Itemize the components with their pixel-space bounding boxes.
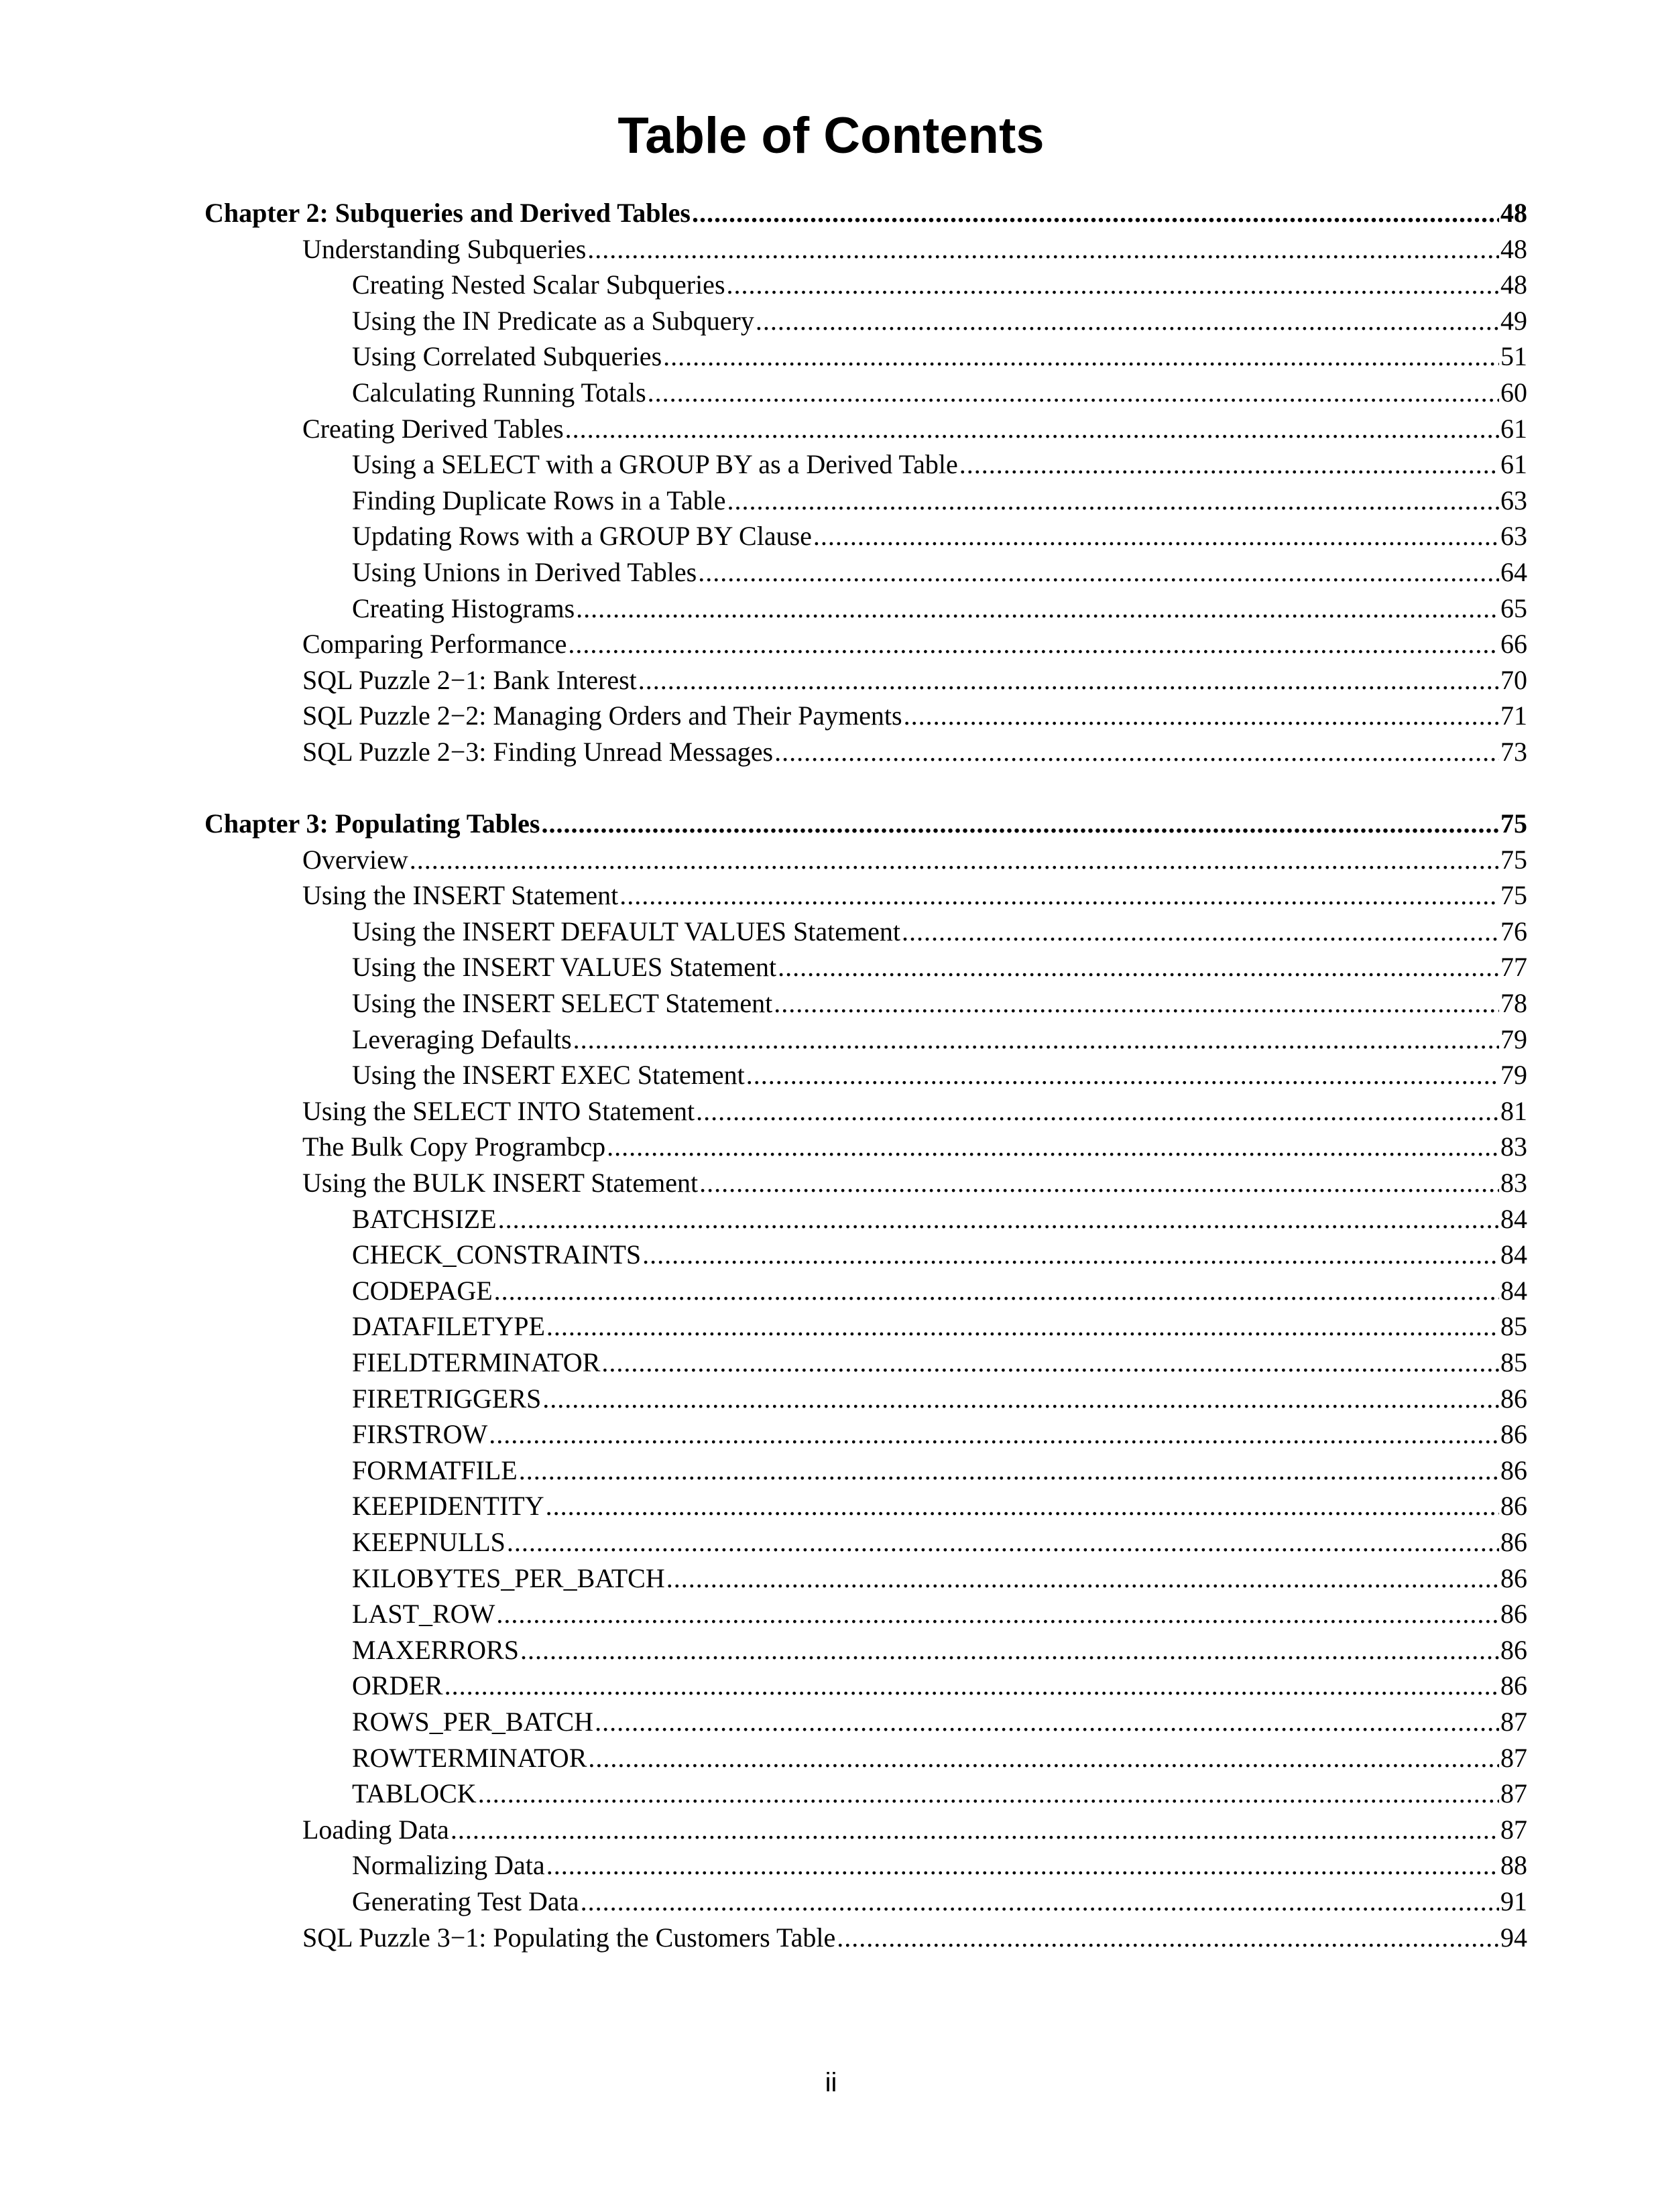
dot-leader xyxy=(813,518,1499,554)
dot-leader xyxy=(568,626,1499,662)
toc-entry[interactable] xyxy=(204,267,1527,303)
dot-leader xyxy=(727,267,1499,303)
toc-entry-label: ROWS_PER_BATCH xyxy=(352,1706,594,1737)
toc-entry[interactable] xyxy=(204,1129,1527,1165)
toc-entry[interactable] xyxy=(204,1273,1527,1309)
toc-entry-label: FORMATFILE xyxy=(352,1455,518,1485)
toc-entry[interactable] xyxy=(204,1488,1527,1524)
dot-leader xyxy=(588,1740,1499,1776)
toc-entry-page: 84 xyxy=(1500,1239,1527,1270)
toc-entry[interactable] xyxy=(204,626,1527,662)
toc-entry[interactable] xyxy=(204,842,1527,878)
dot-leader xyxy=(692,195,1499,231)
dot-leader xyxy=(774,734,1499,770)
toc-entry-label: Creating Derived Tables xyxy=(302,413,564,444)
toc-entry-label: CHECK_CONSTRAINTS xyxy=(352,1239,642,1270)
toc-entry[interactable] xyxy=(204,1237,1527,1273)
toc-entry[interactable] xyxy=(204,411,1527,447)
dot-leader xyxy=(778,949,1499,985)
toc-entry-label: Using the INSERT SELECT Statement xyxy=(352,988,773,1019)
dot-leader xyxy=(902,914,1499,950)
toc-entry-label: Chapter 3: Populating Tables xyxy=(204,808,540,839)
dot-leader xyxy=(663,339,1499,375)
toc-entry-label: SQL Puzzle 2−2: Managing Orders and Their Payments xyxy=(302,700,902,731)
toc-entry-page: 86 xyxy=(1500,1491,1527,1522)
toc-entry[interactable] xyxy=(204,662,1527,698)
dot-leader xyxy=(494,1273,1499,1309)
toc-entry-label: BATCHSIZE xyxy=(352,1203,497,1234)
toc-entry-label: Chapter 2: Subqueries and Derived Tables xyxy=(204,198,691,228)
dot-leader xyxy=(451,1812,1499,1848)
dot-leader xyxy=(904,698,1499,734)
toc-entry-label: FIRETRIGGERS xyxy=(352,1383,542,1414)
toc-entry-label: DATAFILETYPE xyxy=(352,1311,545,1342)
toc-entry-page: 94 xyxy=(1500,1922,1527,1953)
toc-entry-label: ROWTERMINATOR xyxy=(352,1742,587,1773)
dot-leader xyxy=(587,231,1499,267)
toc-entry-page: 83 xyxy=(1500,1131,1527,1162)
toc-entry-page: 85 xyxy=(1500,1347,1527,1377)
toc-entry-label: Using the INSERT EXEC Statement xyxy=(352,1060,745,1091)
toc-entry-page: 79 xyxy=(1500,1024,1527,1054)
toc-entry-label: MAXERRORS xyxy=(352,1634,519,1665)
toc-entry-label: Using the INSERT DEFAULT VALUES Statement xyxy=(352,916,901,946)
toc-entry[interactable] xyxy=(204,591,1527,627)
dot-leader xyxy=(496,1596,1499,1632)
toc-entry-page: 65 xyxy=(1500,593,1527,623)
dot-leader xyxy=(498,1201,1499,1237)
toc-entry-page: 88 xyxy=(1500,1850,1527,1881)
dot-leader xyxy=(601,1345,1499,1381)
toc-entry-label: Leveraging Defaults xyxy=(352,1024,572,1054)
toc-entry-page: 86 xyxy=(1500,1383,1527,1414)
toc-entry[interactable] xyxy=(204,949,1527,985)
dot-leader xyxy=(696,1093,1499,1129)
dot-leader xyxy=(648,375,1499,411)
page-title: Table of Contents xyxy=(617,107,1045,164)
toc-entry-label: Updating Rows with a GROUP BY Clause xyxy=(352,521,812,552)
toc-entry[interactable] xyxy=(204,1668,1527,1704)
dot-leader xyxy=(774,985,1499,1022)
toc-entry-page: 86 xyxy=(1500,1526,1527,1557)
toc-entry-page: 87 xyxy=(1500,1706,1527,1737)
toc-entry[interactable] xyxy=(204,554,1527,591)
toc-entry[interactable] xyxy=(204,1740,1527,1776)
toc-entry[interactable] xyxy=(204,1453,1527,1489)
toc-entry[interactable] xyxy=(204,877,1527,914)
toc-list xyxy=(204,195,1527,1955)
toc-entry-page: 75 xyxy=(1500,844,1527,875)
toc-entry-page: 86 xyxy=(1500,1670,1527,1701)
toc-entry-page: 86 xyxy=(1500,1419,1527,1450)
toc-entry-page: 66 xyxy=(1500,629,1527,660)
toc-entry[interactable] xyxy=(204,1632,1527,1668)
toc-entry-page: 63 xyxy=(1500,485,1527,515)
toc-entry[interactable] xyxy=(204,1560,1527,1597)
toc-entry-page: 91 xyxy=(1500,1886,1527,1916)
toc-entry-label: Normalizing Data xyxy=(352,1850,545,1881)
dot-leader xyxy=(444,1668,1499,1704)
toc-entry[interactable] xyxy=(204,483,1527,519)
toc-entry-label: Using the SELECT INTO Statement xyxy=(302,1095,695,1126)
toc-entry-page: 61 xyxy=(1500,413,1527,444)
toc-entry-page: 81 xyxy=(1500,1095,1527,1126)
dot-leader xyxy=(478,1776,1499,1812)
dot-leader xyxy=(727,483,1500,519)
toc-entry[interactable] xyxy=(204,1812,1527,1848)
toc-entry-label: Using a SELECT with a GROUP BY as a Derived Table xyxy=(352,449,958,480)
toc-entry-page: 87 xyxy=(1500,1778,1527,1809)
toc-entry[interactable] xyxy=(204,339,1527,375)
dot-leader xyxy=(607,1129,1499,1165)
toc-entry-label: Using the INSERT VALUES Statement xyxy=(352,952,777,983)
dot-leader xyxy=(642,1237,1499,1273)
toc-entry-label: Using Unions in Derived Tables xyxy=(352,556,697,587)
toc-entry[interactable] xyxy=(204,303,1527,339)
toc-entry-page: 84 xyxy=(1500,1275,1527,1306)
toc-chapter-entry[interactable] xyxy=(204,195,1527,231)
toc-entry-page: 85 xyxy=(1500,1311,1527,1342)
toc-entry-label: Using Correlated Subqueries xyxy=(352,341,662,372)
toc-entry-page: 71 xyxy=(1500,700,1527,731)
toc-entry-page: 83 xyxy=(1500,1168,1527,1199)
toc-entry-page: 86 xyxy=(1500,1455,1527,1485)
page-number: ii xyxy=(825,2068,837,2097)
toc-entry-label: LAST_ROW xyxy=(352,1599,495,1630)
toc-entry-page: 75 xyxy=(1500,880,1527,911)
dot-leader xyxy=(546,1488,1499,1524)
toc-entry-page: 61 xyxy=(1500,449,1527,480)
dot-leader xyxy=(746,1057,1499,1093)
toc-entry[interactable] xyxy=(204,1704,1527,1740)
toc-entry[interactable] xyxy=(204,1884,1527,1920)
dot-leader xyxy=(638,662,1499,698)
toc-entry-page: 87 xyxy=(1500,1742,1527,1773)
toc-entry-label: KEEPNULLS xyxy=(352,1526,506,1557)
dot-leader xyxy=(959,446,1499,483)
toc-entry[interactable] xyxy=(204,1524,1527,1560)
toc-entry-page: 51 xyxy=(1500,341,1527,372)
toc-entry-page: 77 xyxy=(1500,952,1527,983)
toc-entry-page: 48 xyxy=(1500,198,1527,228)
toc-chapter-entry[interactable] xyxy=(204,806,1527,842)
dot-leader xyxy=(573,1022,1499,1058)
toc-entry-page: 86 xyxy=(1500,1562,1527,1593)
toc-entry[interactable] xyxy=(204,1596,1527,1632)
dot-leader xyxy=(698,554,1499,591)
toc-entry[interactable] xyxy=(204,985,1527,1022)
dot-leader xyxy=(581,1884,1499,1920)
dot-leader xyxy=(619,877,1499,914)
dot-leader xyxy=(410,842,1499,878)
toc-entry-page: 75 xyxy=(1500,808,1527,839)
toc-entry-label: Using the BULK INSERT Statement xyxy=(302,1168,699,1199)
toc-entry[interactable] xyxy=(204,914,1527,950)
dot-leader xyxy=(542,806,1500,842)
toc-entry[interactable] xyxy=(204,1776,1527,1812)
toc-entry-page: 73 xyxy=(1500,736,1527,767)
toc-entry-label: Calculating Running Totals xyxy=(352,377,646,408)
dot-leader xyxy=(520,1632,1499,1668)
toc-entry[interactable] xyxy=(204,1057,1527,1093)
toc-entry-page: 64 xyxy=(1500,556,1527,587)
toc-entry-page: 48 xyxy=(1500,269,1527,300)
toc-entry[interactable] xyxy=(204,231,1527,267)
toc-entry[interactable] xyxy=(204,1920,1527,1956)
toc-entry-page: 63 xyxy=(1500,521,1527,552)
toc-entry[interactable] xyxy=(204,375,1527,411)
dot-leader xyxy=(565,411,1499,447)
dot-leader xyxy=(699,1165,1499,1201)
toc-entry-label: Loading Data xyxy=(302,1814,449,1845)
toc-entry[interactable] xyxy=(204,1381,1527,1417)
toc-entry-label: KEEPIDENTITY xyxy=(352,1491,544,1522)
chapter-spacer xyxy=(204,770,1527,806)
dot-leader xyxy=(595,1704,1499,1740)
toc-entry[interactable] xyxy=(204,1308,1527,1345)
toc-entry-page: 70 xyxy=(1500,664,1527,695)
dot-leader xyxy=(546,1847,1499,1884)
toc-entry-label: SQL Puzzle 2−3: Finding Unread Messages xyxy=(302,736,774,767)
dot-leader xyxy=(519,1453,1499,1489)
toc-entry-label: ORDER xyxy=(352,1670,443,1701)
dot-leader xyxy=(546,1308,1499,1345)
toc-entry-label: Understanding Subqueries xyxy=(302,233,587,264)
toc-entry[interactable] xyxy=(204,1345,1527,1381)
toc-entry-page: 76 xyxy=(1500,916,1527,946)
toc-entry-label: FIRSTROW xyxy=(352,1419,488,1450)
toc-entry-page: 87 xyxy=(1500,1814,1527,1845)
toc-entry-label: TABLOCK xyxy=(352,1778,477,1809)
toc-entry-page: 84 xyxy=(1500,1203,1527,1234)
toc-entry[interactable] xyxy=(204,1022,1527,1058)
dot-leader xyxy=(666,1560,1499,1597)
toc-entry-page: 86 xyxy=(1500,1634,1527,1665)
toc-entry-page: 78 xyxy=(1500,988,1527,1019)
dot-leader xyxy=(489,1416,1499,1453)
toc-entry-label: SQL Puzzle 2−1: Bank Interest xyxy=(302,664,637,695)
toc-entry-page: 48 xyxy=(1500,233,1527,264)
toc-entry-label: Overview xyxy=(302,844,408,875)
toc-entry[interactable] xyxy=(204,446,1527,483)
toc-entry[interactable] xyxy=(204,734,1527,770)
toc-entry-label: Creating Histograms xyxy=(352,593,575,623)
toc-entry-label: Generating Test Data xyxy=(352,1886,579,1916)
toc-entry-label: Creating Nested Scalar Subqueries xyxy=(352,269,725,300)
toc-entry[interactable] xyxy=(204,1093,1527,1129)
toc-entry-label: FIELDTERMINATOR xyxy=(352,1347,601,1377)
toc-entry-label: CODEPAGE xyxy=(352,1275,493,1306)
dot-leader xyxy=(756,303,1499,339)
toc-entry[interactable] xyxy=(204,1201,1527,1237)
toc-entry-page: 79 xyxy=(1500,1060,1527,1091)
toc-entry-page: 49 xyxy=(1500,305,1527,336)
toc-entry-label: SQL Puzzle 3−1: Populating the Customers Table xyxy=(302,1922,836,1953)
toc-entry-label: Comparing Performance xyxy=(302,629,567,660)
toc-entry-label: The Bulk Copy Programbcp xyxy=(302,1131,606,1162)
toc-entry[interactable] xyxy=(204,698,1527,734)
toc-entry-label: KILOBYTES_PER_BATCH xyxy=(352,1562,665,1593)
dot-leader xyxy=(837,1920,1499,1956)
toc-entry-label: Using the IN Predicate as a Subquery xyxy=(352,305,754,336)
toc-entry-page: 60 xyxy=(1500,377,1527,408)
toc-entry[interactable] xyxy=(204,1847,1527,1884)
toc-entry-label: Using the INSERT Statement xyxy=(302,880,619,911)
toc-entry[interactable] xyxy=(204,1165,1527,1201)
toc-entry[interactable] xyxy=(204,1416,1527,1453)
dot-leader xyxy=(542,1381,1499,1417)
toc-entry-label: Finding Duplicate Rows in a Table xyxy=(352,485,726,515)
toc-entry[interactable] xyxy=(204,518,1527,554)
dot-leader xyxy=(507,1524,1499,1560)
toc-entry-page: 86 xyxy=(1500,1599,1527,1630)
dot-leader xyxy=(576,591,1499,627)
